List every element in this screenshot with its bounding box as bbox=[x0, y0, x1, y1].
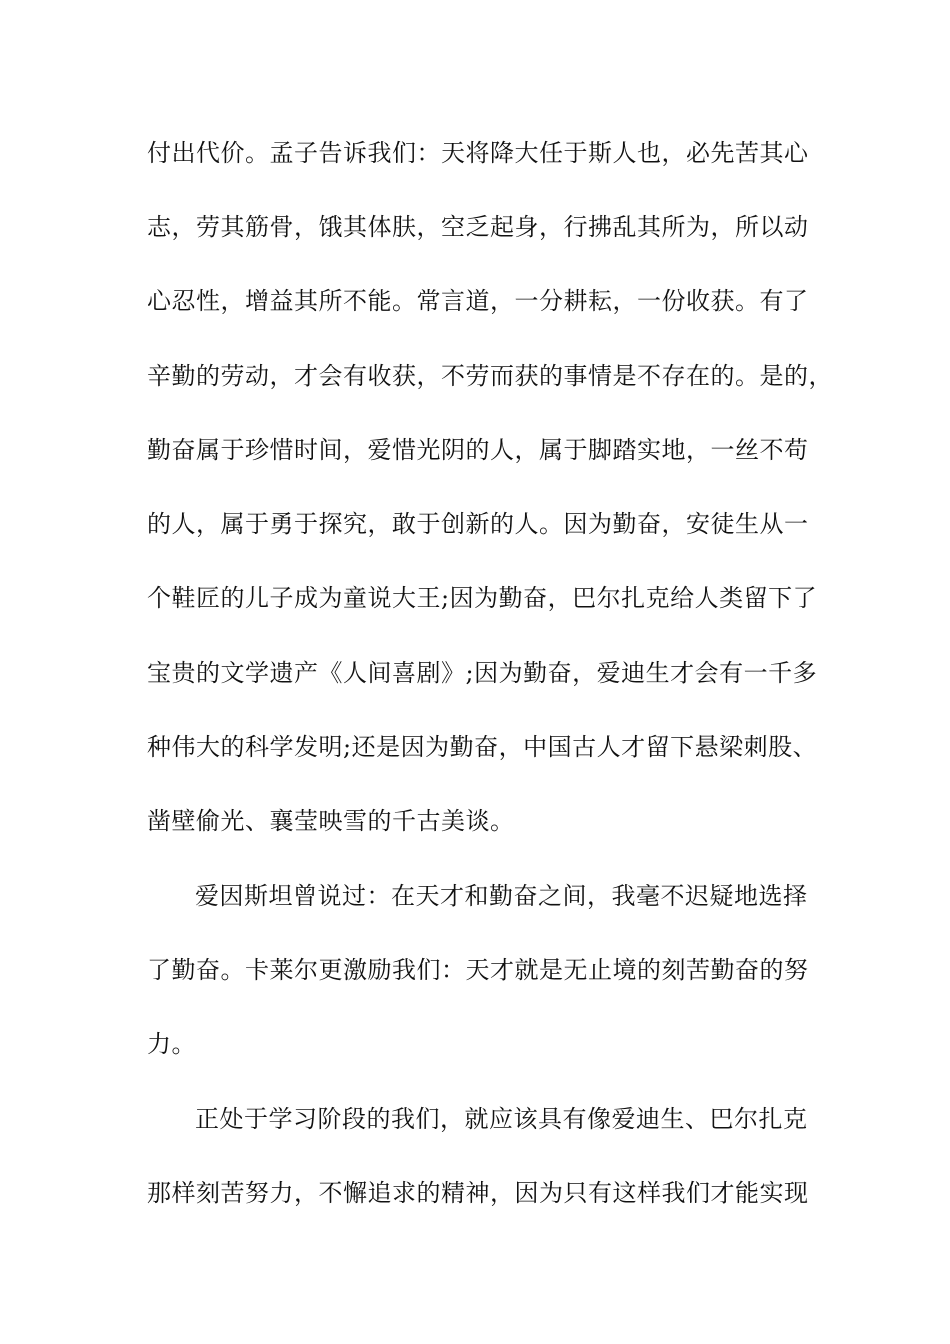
text-line: 志，劳其筋骨，饿其体肤，空乏起身，行拂乱其所为，所以动 bbox=[147, 213, 809, 241]
paragraph-first-line: 正处于学习阶段的我们，就应该具有像爱迪生、巴尔扎克 bbox=[195, 1105, 808, 1133]
text-line: 了勤奋。卡莱尔更激励我们：天才就是无止境的刻苦勤奋的努 bbox=[147, 956, 809, 984]
text-line: 凿壁偷光、襄莹映雪的千古美谈。 bbox=[147, 807, 515, 835]
text-line: 辛勤的劳动，才会有收获，不劳而获的事情是不存在的。是的， bbox=[147, 362, 833, 390]
text-line: 种伟大的科学发明;还是因为勤奋，中国古人才留下悬梁刺股、 bbox=[147, 733, 818, 761]
text-line: 力。 bbox=[147, 1030, 196, 1058]
text-line: 宝贵的文学遗产《人间喜剧》;因为勤奋，爱迪生才会有一千多 bbox=[147, 659, 818, 687]
text-line: 个鞋匠的儿子成为童说大王;因为勤奋，巴尔扎克给人类留下了 bbox=[147, 584, 818, 612]
text-line: 那样刻苦努力，不懈追求的精神，因为只有这样我们才能实现 bbox=[147, 1179, 809, 1207]
text-line: 心忍性，增益其所不能。常言道，一分耕耘，一份收获。有了 bbox=[147, 287, 809, 315]
text-line: 的人，属于勇于探究，敢于创新的人。因为勤奋，安徒生从一 bbox=[147, 510, 809, 538]
text-line: 付出代价。孟子告诉我们：天将降大任于斯人也，必先苦其心 bbox=[147, 139, 809, 167]
text-line: 勤奋属于珍惜时间，爱惜光阴的人，属于脚踏实地，一丝不苟 bbox=[147, 436, 809, 464]
paragraph-first-line: 爱因斯坦曾说过：在天才和勤奋之间，我毫不迟疑地选择 bbox=[195, 882, 808, 910]
